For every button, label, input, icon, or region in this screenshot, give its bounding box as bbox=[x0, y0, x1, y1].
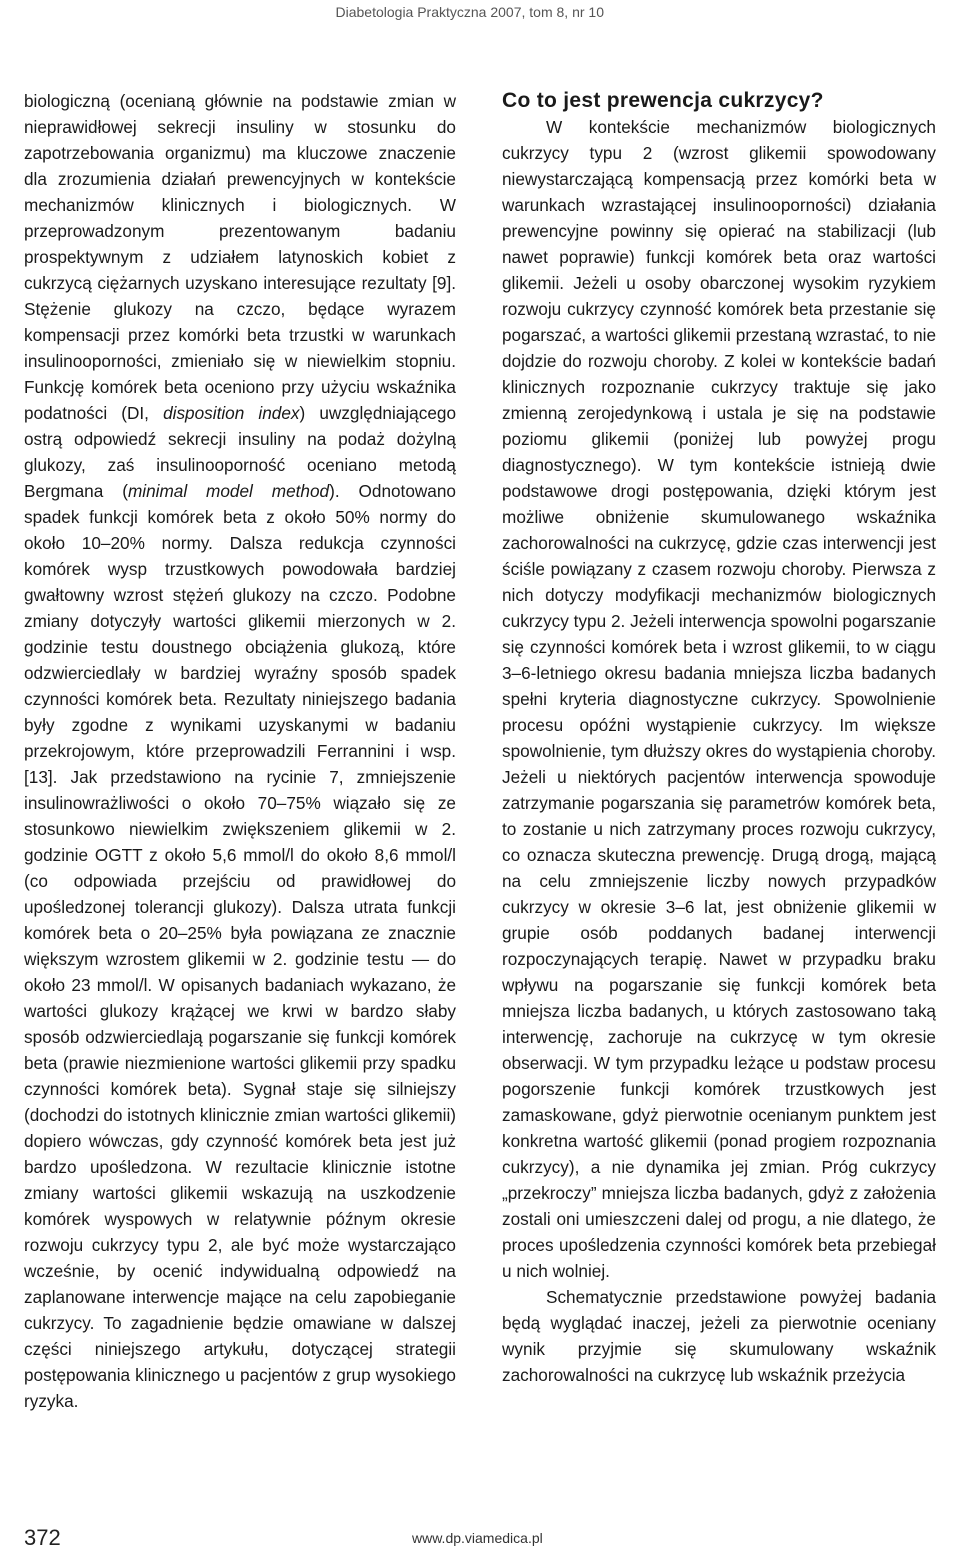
journal-url: www.dp.viamedica.pl bbox=[412, 1530, 543, 1546]
running-header: Diabetologia Praktyczna 2007, tom 8, nr 10 bbox=[335, 4, 604, 20]
left-column bbox=[24, 88, 456, 1414]
body-text: biologiczną (ocenianą głównie na podstawie zmian w nieprawidłowej sekrecji insuliny w stosunku do zapotrzebowania organizmu) ma kluczowe znaczenie dla zrozumienia działań prewencyjnych w kontekście mechanizmów klinicznych i biologicznych. W przeprowadzonym prezentowanym badaniu prospektywnym z udziałem latynoskich kobiet z cukrzycą ciężarnych uzyskano interesujące rezultaty [9]. Stężenie glukozy na czczo, będące wyrazem kompensacji przez komórki beta trzustki w warunkach insulinooporności, zmieniało się w niewielkim stopniu. Funkcję komórek beta oceniono przy użyciu wskaźnika podatności (DI, bbox=[24, 91, 456, 423]
page-number: 372 bbox=[24, 1525, 61, 1550]
right-column bbox=[502, 88, 936, 1388]
italic-term: disposition index bbox=[163, 403, 300, 423]
left-body-paragraph bbox=[24, 88, 456, 1414]
body-text: ) uwzględniającego ostrą odpowiedź sekrecji insuliny na podaż dożylną glukozy, zaś insulinooporność oceniano metodą Bergmana ( bbox=[24, 403, 457, 501]
section-title: Co to jest prewencja cukrzycy? bbox=[502, 89, 824, 112]
italic-term: minimal model method bbox=[127, 481, 330, 501]
right-body-paragraph-2: Schematycznie przedstawione powyżej badania będą wyglądać inaczej, jeżeli za pierwotnie oceniany wynik przyjmie się skumulowany wskaźnik zachorowalności na cukrzycę lub wskaźnik przeżycia bbox=[502, 1287, 936, 1385]
right-body-paragraph: W kontekście mechanizmów biologicznych cukrzycy typu 2 (wzrost glikemii spowodowany niewystarczającą kompensacją przez komórki beta w warunkach wzrastającej insulinooporności) działania prewencyjne powinny się opierać na stabilizacji (lub nawet poprawie) funkcji komórek beta oraz wartości glikemii. Jeżeli u osoby obarczonej wysokim ryzykiem rozwoju cukrzycy czynność komórek beta przestanie się pogarszać, a wartości glikemii przestaną wzrastać, to nie dojdzie do rozwoju choroby. Z kolei w kontekście badań klinicznych rozpoznanie cukrzycy traktuje się jako zmienną zerojedynkową i ustala je się na podstawie poziomu glikemii (poniżej lub powyżej progu diagnostycznego). W tym kontekście istnieją dwie podstawowe drogi postępowania, dzięki którym jest możliwe obniżenie skumulowanego wskaźnika zachorowalności na cukrzycę, gdzie czas interwencji jest ściśle powiązany z czasem rozwoju choroby. Pierwsza z nich dotyczy modyfikacji mechanizmów biologicznych cukrzycy typu 2. Jeżeli interwencja spowolni pogarszanie się czynności komórek beta i wzrost glikemii, to w ciągu 3–6-letniego okresu badania mniejsza liczba badanych spełni kryteria diagnostyczne cukrzycy. Spowolnienie procesu opóźni wystąpienie cukrzycy. Im większe spowolnienie, tym dłuższy okres do wystąpienia choroby. Jeżeli u niektórych pacjentów interwencja spowoduje zatrzymanie pogarszania się parametrów komórek beta, to zostanie u nich zatrzymany proces rozwoju cukrzycy, co oznacza skuteczna prewencję. Drugą drogą, mającą na celu zmniejszenie liczby nowych przypadków cukrzycy w okresie 3–6 lat, jest obniżenie glikemii w grupie osób poddanych badanej interwencji rozpoczynających terapię. Nawet w przypadku braku wpływu na pogarszanie się funkcji komórek beta mniejsza liczba badanych, u których zastosowano taką interwencję, zachoruje na cukrzycę w tym okresie obserwacji. W tym przypadku leżące u podstaw procesu pogorszenie funkcji komórek trzustkowych jest zamaskowane, gdyż pierwotnie ocenianym punktem jest konkretna wartość glikemii (ponad progiem rozpoznania cukrzycy), a nie dynamika jej zmian. Próg cukrzycy „przekroczy” mniejsza liczba badanych, gdyż z założenia zostali oni umieszczeni dalej od progu, a nie dlatego, że proces upośledzenia czynności komórek beta przebiegał u nich wolniej. bbox=[502, 117, 936, 1281]
body-text: ). Odnotowano spadek funkcji komórek beta z około 50% normy do około 10–20% normy. Dalsza redukcja czynności komórek wysp trzustkowych powodowała bardziej gwałtowny wzrost stężeń glukozy na czczo. Podobne zmiany dotyczyły wartości glikemii mierzonych w 2. godzinie testu doustnego obciążenia glukozą, które odzwierciedlały w bardziej wyraźny sposób spadek czynności komórek beta. Rezultaty niniejszego badania były zgodne z wynikami uzyskanymi w badaniu przekrojowym, które przeprowadzili Ferrannini i wsp. [13]. Jak przedstawiono na rycinie 7, zmniejszenie insulinowrażliwości o około 70–75% wiązało się ze stosunkowo niewielkim zwiększeniem glikemii w 2. godzinie OGTT z około 5,6 mmol/l do około 8,6 mmol/l (co odpowiada przejściu od prawidłowej do upośledzonej tolerancji glukozy). Dalsza utrata funkcji komórek beta o 20–25% była powiązana ze znacznie większym wzrostem glikemii w 2. godzinie testu — do około 23 mmol/l. W opisanych badaniach wykazano, że wartości glukozy krążącej we krwi w bardzo słaby sposób odzwierciedlają pogarszanie się funkcji komórek beta (prawie niezmienione wartości glikemii przy spadku czynności komórek beta). Sygnał staje się silniejszy (dochodzi do istotnych klinicznie zmian wartości glikemii) dopiero wówczas, gdy czynność komórek beta jest już bardzo upośledzona. W rezultacie klinicznie istotne zmiany wartości glikemii wskazują na uszkodzenie komórek wyspowych w relatywnie późnym okresie rozwoju cukrzycy typu 2, ale być może wystarczająco wcześnie, by ocenić indywidualną odpowiedź na zaplanowane interwencje mające na celu zapobieganie cukrzycy. To zagadnienie będzie omawiane w dalszej części niniejszego artykułu, dotyczącej strategii postępowania klinicznego u pacjentów z grup wysokiego ryzyka. bbox=[24, 481, 456, 1411]
